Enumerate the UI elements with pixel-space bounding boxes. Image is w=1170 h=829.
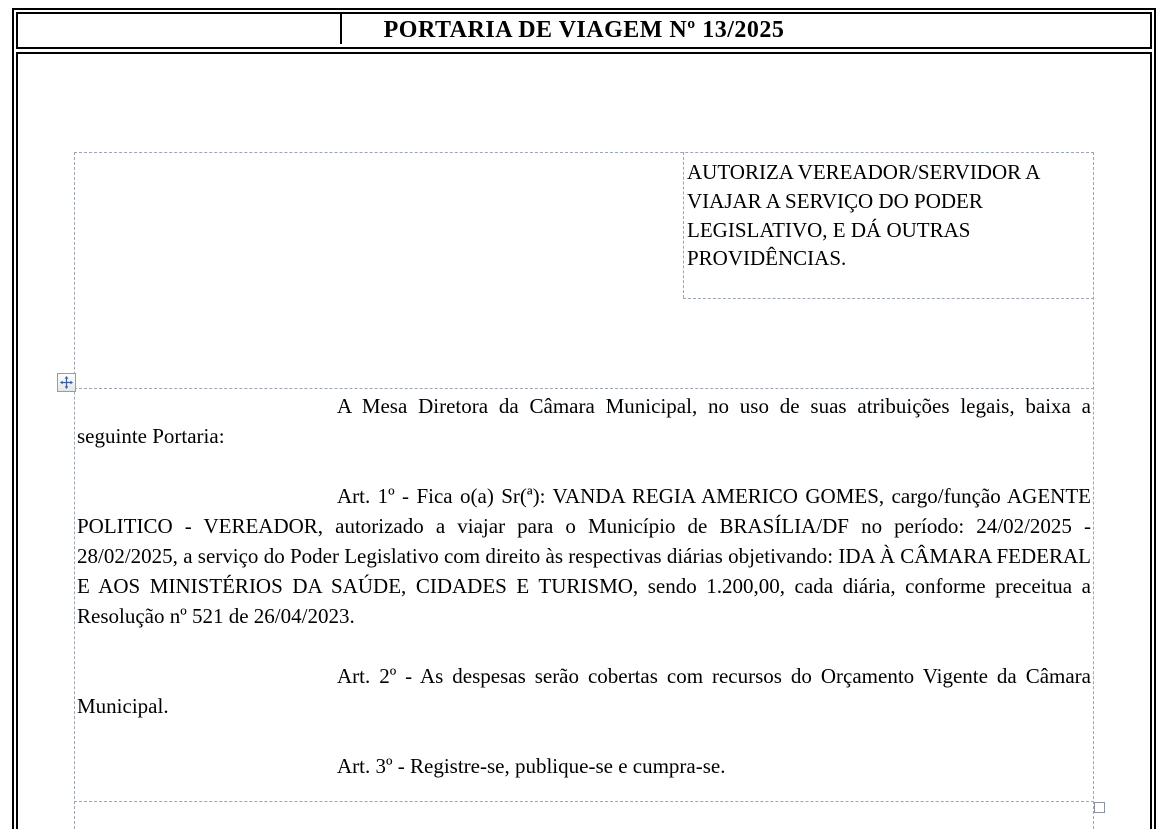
text-cursor (340, 14, 342, 44)
table-resize-handle[interactable] (1094, 802, 1105, 813)
title-bar (16, 12, 1152, 49)
document-title: PORTARIA DE VIAGEM Nº 13/2025 (383, 17, 785, 43)
paragraph-art2[interactable]: Art. 2º - As despesas serão cobertas com recursos do Orçamento Vigente da Câmara Municipal. (77, 664, 1091, 718)
table-move-handle-icon (60, 376, 73, 389)
table-move-handle[interactable] (57, 373, 76, 392)
paragraph-art1[interactable]: Art. 1º - Fica o(a) Sr(ª): VANDA REGIA AMERICO GOMES, cargo/função AGENTE POLITICO - VEREADOR, autorizado a viajar para o Município de BRASÍLIA/DF no período: 24/02/2025 - 28/02/2025, a serviço do Poder Legislativo com direito às respectivas diárias objetivando: IDA À CÂMARA FEDERAL E AOS MINISTÉRIOS DA SAÚDE, CIDADES E TURISMO, sendo 1.200,00, cada diária, conforme preceitua a Resolução nº 521 de 26/04/2023. (77, 484, 1091, 628)
paragraph-preamble[interactable]: A Mesa Diretora da Câmara Municipal, no uso de suas atribuições legais, baixa a seguinte Portaria: (77, 394, 1091, 448)
document-text-area[interactable] (77, 391, 1091, 781)
paragraph-art3[interactable]: Art. 3º - Registre-se, publique-se e cumpra-se. (337, 754, 726, 778)
ementa-text[interactable]: AUTORIZA VEREADOR/SERVIDOR A VIAJAR A SERVIÇO DO PODER LEGISLATIVO, E DÁ OUTRAS PROVIDÊNCIAS. (687, 160, 1040, 271)
